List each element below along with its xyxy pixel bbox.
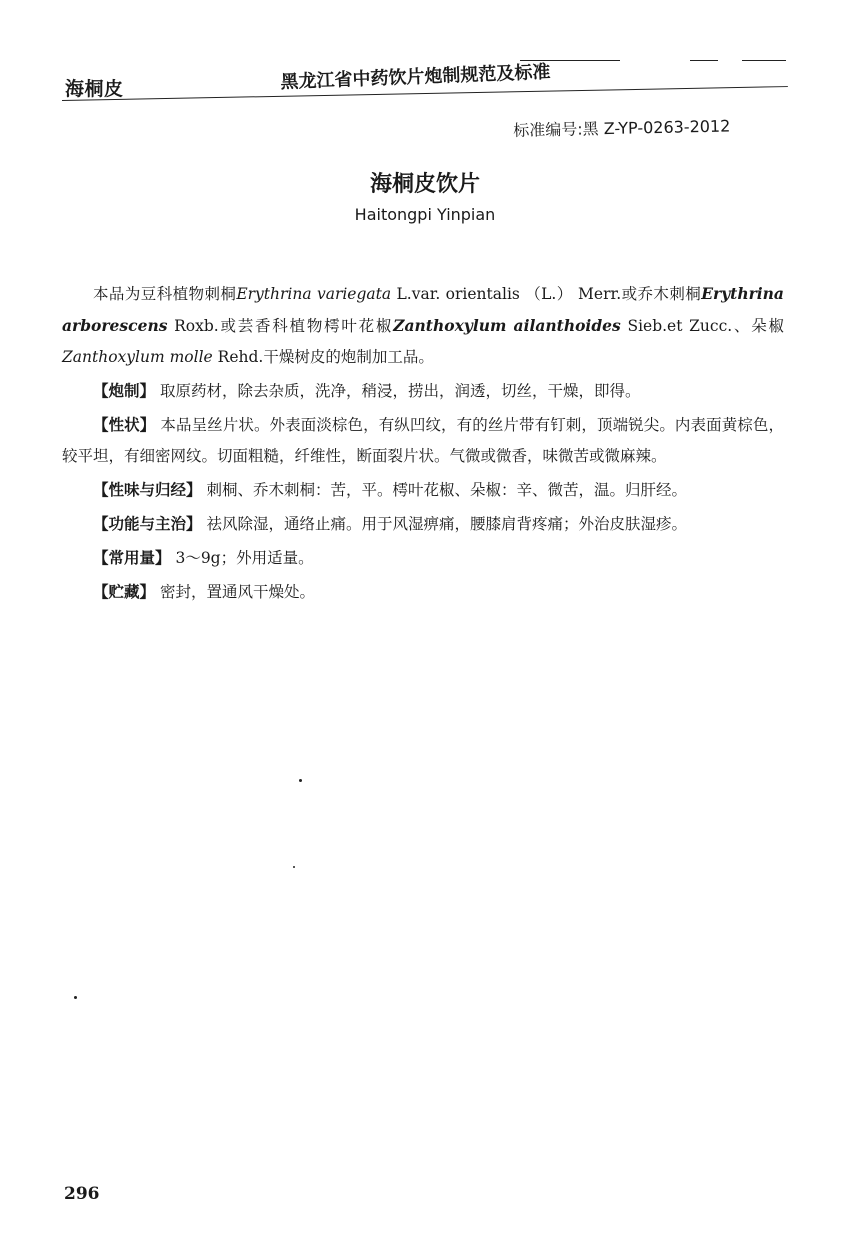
monograph-title-en: Haitongpi Yinpian (354, 205, 496, 224)
section-text: 取原药材，除去杂质，洗净，稍浸，捞出，润透，切丝，干燥，即得。 (159, 382, 641, 400)
species-name: Zanthoxylum ailanthoides (393, 316, 621, 335)
header-rule-segment (690, 60, 718, 61)
section-description (62, 410, 784, 472)
species-name: Erythrina variegata (236, 285, 392, 303)
intro-paragraph (62, 278, 784, 373)
section-label: 【性味与归经】 (93, 481, 202, 499)
section-dosage (62, 543, 784, 574)
header-rule-segment (742, 60, 786, 61)
section-processing (62, 376, 784, 407)
section-function-indication (62, 509, 784, 540)
section-label: 【性状】 (93, 416, 156, 434)
section-label: 【常用量】 (93, 549, 171, 567)
intro-text: 本品为豆科植物刺桐 (93, 285, 237, 303)
monograph-body (62, 278, 784, 608)
section-nature-meridian (62, 475, 784, 506)
section-text: 刺桐、乔木刺桐：苦，平。樗叶花椒、朵椒：辛、微苦，温。归肝经。 (206, 481, 687, 499)
section-storage (62, 577, 784, 608)
species-name: Erythrina arborescens (62, 284, 784, 335)
standard-number: 标准编号:黑 Z-YP-0263-2012 (513, 116, 731, 140)
species-name: Zanthoxylum molle (62, 348, 213, 366)
section-label: 【炮制】 (93, 382, 156, 400)
section-text: 本品呈丝片状。外表面淡棕色，有纵凹纹，有的丝片带有钉刺，顶端锐尖。内表面黄棕色，较平坦，有细密网纹。切面粗糙，纤维性，断面裂片状。气微或微香，味微苦或微麻辣。 (62, 416, 784, 465)
running-header-section: 海桐皮 (65, 78, 124, 100)
intro-text: Rehd.干燥树皮的炮制加工品。 (212, 348, 434, 366)
section-text: 3～9g；外用适量。 (175, 549, 314, 567)
monograph-title-cn: 海桐皮饮片 (369, 172, 480, 197)
scan-speck (299, 779, 302, 782)
scan-speck (293, 866, 295, 868)
running-header-book-title: 黑龙江省中药饮片炮制规范及标准 (280, 61, 551, 93)
section-label: 【贮藏】 (93, 583, 156, 601)
intro-text: Roxb.或芸香科植物樗叶花椒 (167, 317, 394, 335)
section-text: 密封，置通风干燥处。 (159, 583, 315, 601)
intro-text: Sieb.et Zucc.、朵椒 (620, 317, 784, 335)
page-number: 296 (64, 1184, 100, 1204)
intro-text: L.var. orientalis （L.） Merr.或乔木刺桐 (391, 285, 702, 303)
section-text: 祛风除湿，通络止痛。用于风湿痹痛，腰膝肩背疼痛；外治皮肤湿疹。 (206, 515, 687, 533)
scan-speck (74, 996, 77, 999)
section-label: 【功能与主治】 (93, 515, 202, 533)
